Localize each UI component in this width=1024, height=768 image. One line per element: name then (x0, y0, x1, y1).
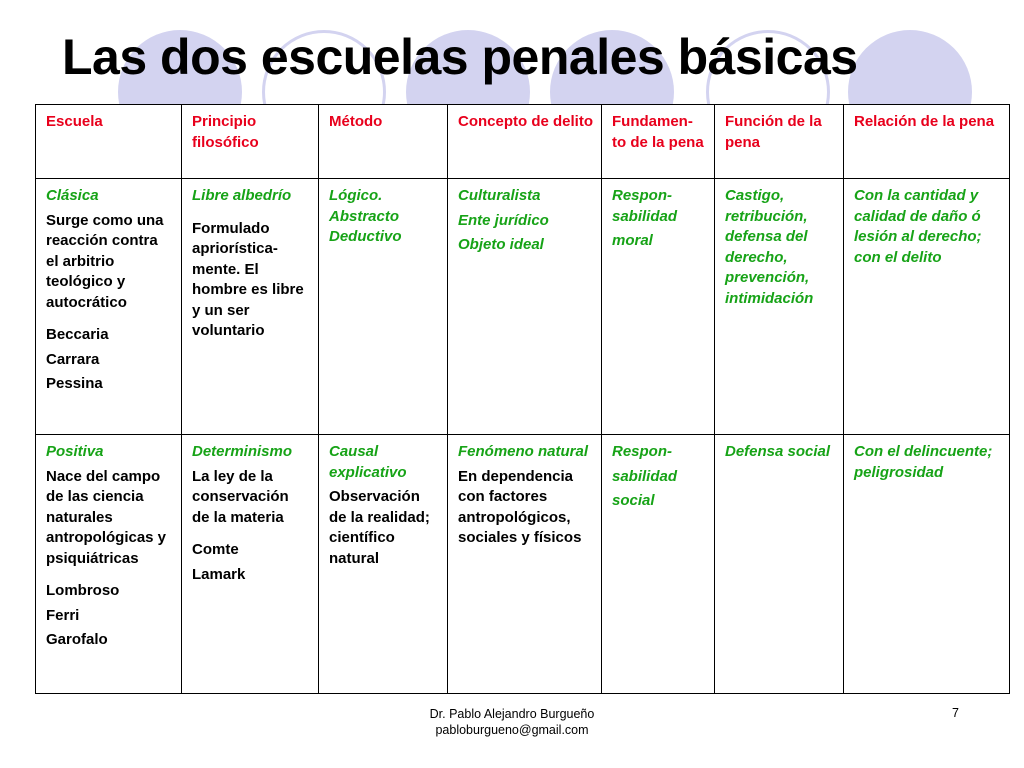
cell-metodo (319, 179, 448, 435)
foundation-line: moral (612, 232, 653, 249)
author-name: Lamark (192, 565, 246, 583)
function-text: Defensa social (725, 443, 831, 460)
footer-author: Dr. Pablo Alejandro Burgueño (429, 707, 595, 721)
author-name: Carrara (46, 350, 100, 368)
function-text: Castigo, retribución, defensa del derecho, prevención, intimidación (725, 187, 814, 307)
principle-description: Formulado apriorística-mente. El hombre es libre y un ser voluntario (192, 219, 304, 339)
page-number: 7 (952, 706, 959, 720)
table-header-row (36, 105, 1010, 179)
cell-fundamento (602, 435, 715, 694)
slide-title: Las dos escuelas penales básicas (62, 29, 858, 85)
concept-line: Fenómeno natural (458, 443, 589, 460)
author-name: Pessina (46, 375, 103, 392)
cell-fundamento (602, 179, 715, 435)
concept-line: Ente jurídico (458, 211, 549, 229)
cell-relacion (844, 179, 1010, 435)
school-name: Positiva (46, 443, 104, 460)
cell-principio (182, 179, 319, 435)
cell-metodo (319, 435, 448, 694)
slide-footer (0, 706, 1024, 738)
concept-line: Objeto ideal (458, 236, 544, 253)
principle-description: La ley de la conservación de la materia (192, 467, 289, 526)
schools-table (35, 104, 1010, 694)
method-text: Causal explicativo (329, 443, 407, 481)
footer-email: pabloburgueno@gmail.com (435, 723, 589, 737)
principle-name: Determinismo (192, 443, 293, 460)
cell-concepto (448, 179, 602, 435)
relation-text: Con el delincuente; peligrosidad (854, 443, 993, 481)
header-fundamento: Fundamen-to de la pena (602, 105, 715, 179)
author-name: Beccaria (46, 326, 109, 343)
header-concepto: Concepto de delito (448, 105, 602, 179)
school-description: Surge como una reacción contra el arbitrio teológico y autocrático (46, 211, 164, 311)
author-name: Lombroso (46, 582, 120, 599)
school-description: Nace del campo de las ciencia naturales antropológicas y psiquiátricas (46, 467, 167, 567)
author-name: Comte (192, 541, 239, 558)
header-funcion: Función de la pena (715, 105, 844, 179)
method-text: Lógico. Abstracto Deductivo (329, 187, 402, 245)
table-row (36, 179, 1010, 435)
cell-concepto (448, 435, 602, 694)
school-name: Clásica (46, 187, 99, 204)
header-relacion: Relación de la pena (844, 105, 1010, 179)
cell-funcion (715, 179, 844, 435)
header-metodo: Método (319, 105, 448, 179)
cell-relacion (844, 435, 1010, 694)
foundation-line: Respon-sabilidad (612, 187, 678, 225)
relation-text: Con la cantidad y calidad de daño ó lesión al derecho; con el delito (854, 187, 982, 266)
header-escuela: Escuela (36, 105, 182, 179)
principle-name: Libre albedrío (192, 187, 292, 204)
author-name: Ferri (46, 606, 80, 624)
table-row (36, 435, 1010, 694)
foundation-line: sabilidad (612, 467, 678, 485)
concept-line: Culturalista (458, 187, 541, 204)
method-description: Observación de la realidad; científico natural (329, 488, 430, 567)
cell-principio (182, 435, 319, 694)
foundation-line: Respon- (612, 443, 672, 460)
header-principio: Principio filosófico (182, 105, 319, 179)
cell-funcion (715, 435, 844, 694)
cell-escuela (36, 435, 182, 694)
cell-escuela (36, 179, 182, 435)
concept-description: En dependencia con factores antropológicos, sociales y físicos (458, 467, 582, 546)
author-name: Garofalo (46, 631, 108, 648)
foundation-line: social (612, 492, 655, 509)
